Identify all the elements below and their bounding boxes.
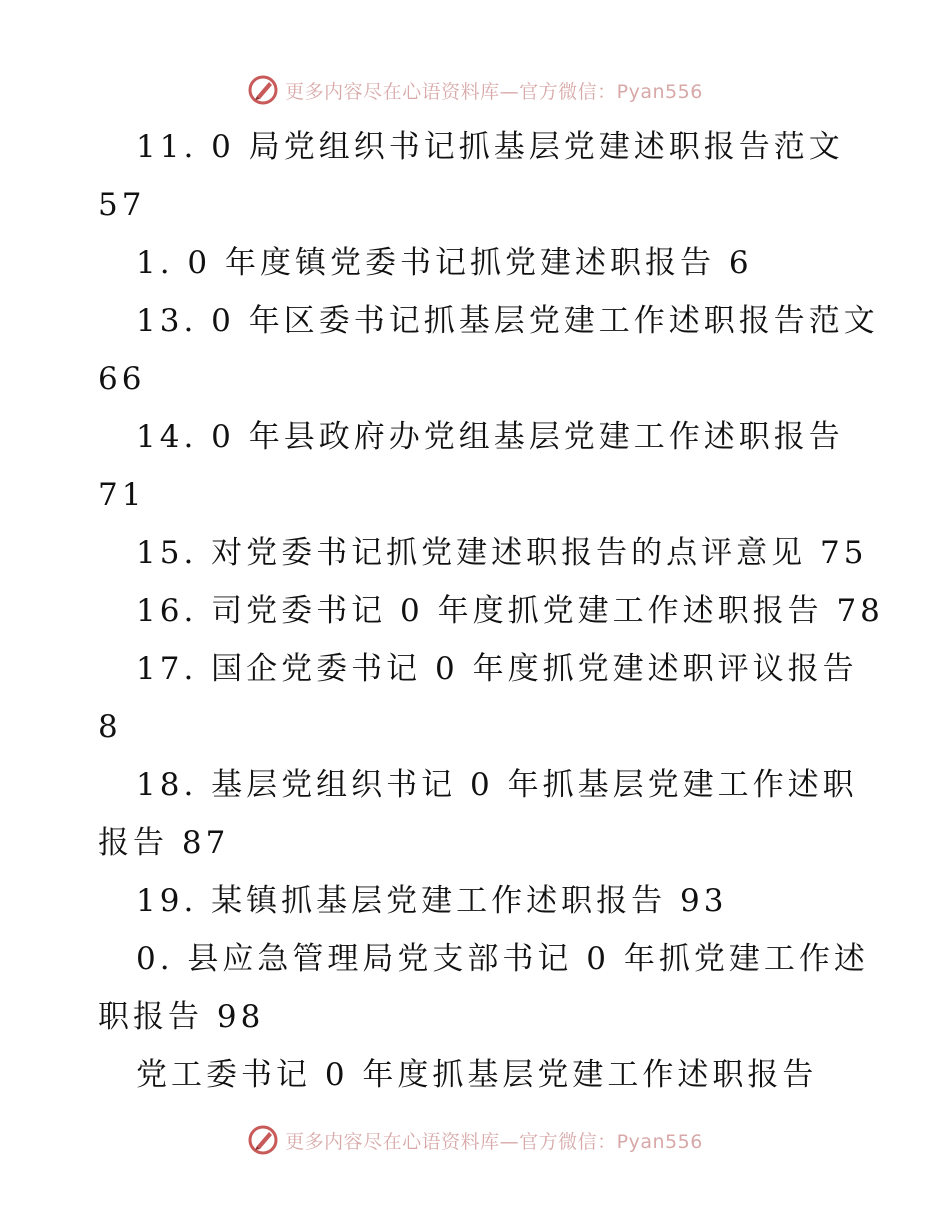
toc-line: 11. 0 局党组织书记抓基层党建述职报告范文 — [136, 129, 844, 165]
toc-list — [98, 118, 884, 1104]
toc-line: 19. 某镇抓基层党建工作述职报告 93 — [136, 883, 728, 919]
toc-line: 0. 县应急管理局党支部书记 0 年抓党建工作述 — [136, 941, 869, 977]
watermark-text: 更多内容尽在心语资料库—官方微信：Pyan556 — [285, 80, 703, 103]
toc-line: 16. 司党委书记 0 年度抓党建工作述职报告 78 — [136, 593, 884, 629]
toc-line: 13. 0 年区委书记抓基层党建工作述职报告范文 — [136, 303, 879, 339]
toc-line: 18. 基层党组织书记 0 年抓基层党建工作述职 — [136, 767, 858, 803]
toc-line: 66 — [98, 361, 146, 397]
watermark-text: 更多内容尽在心语资料库—官方微信：Pyan556 — [285, 1130, 703, 1153]
toc-line: 14. 0 年县政府办党组基层党建工作述职报告 — [136, 419, 844, 455]
toc-line: 8 — [98, 709, 122, 745]
pen-logo-icon — [247, 74, 279, 106]
toc-line: 71 — [98, 477, 146, 513]
toc-line: 党工委书记 0 年度抓基层党建工作述职报告 — [136, 1057, 818, 1093]
toc-line: 报告 87 — [98, 825, 230, 861]
toc-line: 1. 0 年度镇党委书记抓党建述职报告 6 — [136, 245, 753, 281]
toc-line: 17. 国企党委书记 0 年度抓党建述职评议报告 — [136, 651, 858, 687]
toc-line: 职报告 98 — [98, 999, 265, 1035]
toc-line: 57 — [98, 187, 146, 223]
header-watermark — [0, 70, 950, 110]
pen-logo-icon — [247, 1124, 279, 1156]
toc-line: 15. 对党委书记抓党建述职报告的点评意见 75 — [136, 535, 868, 571]
footer-watermark — [0, 1120, 950, 1160]
